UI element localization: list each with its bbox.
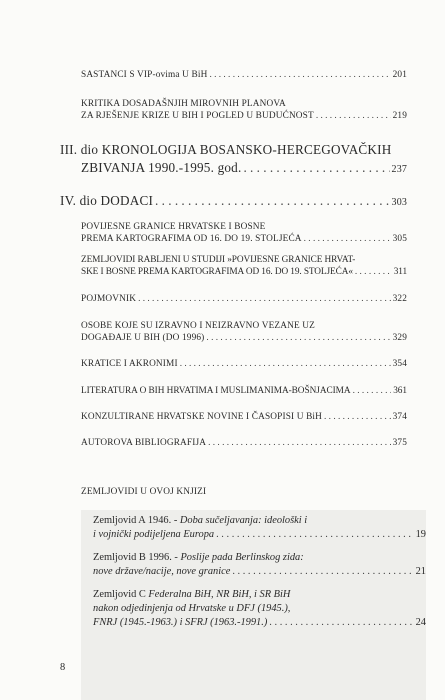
toc-entry-page: 374 bbox=[392, 412, 407, 422]
leader-dots bbox=[208, 438, 390, 448]
toc-entry-title: SASTANCI S VIP-ovima U BiH bbox=[81, 70, 208, 80]
leader-dots bbox=[216, 529, 414, 540]
leader-dots bbox=[206, 333, 390, 343]
leader-dots bbox=[324, 412, 391, 422]
toc-entry-page: 201 bbox=[392, 70, 407, 80]
toc-entry-kratice bbox=[81, 359, 407, 369]
toc-entry-title: DOGAĐAJE U BIH (DO 1996) bbox=[81, 333, 205, 343]
toc-entry-page: 305 bbox=[392, 234, 407, 244]
map-c-prefix: Zemljovid C bbox=[93, 589, 149, 600]
leader-dots bbox=[209, 70, 390, 80]
toc-entry-title: PREMA KARTOGRAFIMA OD 16. DO 19. STOLJEĆA bbox=[81, 234, 302, 244]
toc-entry-kritika-line1: KRITIKA DOSADAŠNJIH MIROVNIH PLANOVA bbox=[81, 99, 286, 109]
toc-entry-kritika bbox=[81, 111, 407, 121]
toc-entry-title: ZBIVANJA 1990.-1995. god. bbox=[81, 160, 242, 175]
leader-dots bbox=[243, 160, 389, 176]
map-a-title: Doba sučeljavanja: ideološki i bbox=[179, 515, 308, 526]
toc-entry-granice-line1: POVIJESNE GRANICE HRVATSKE I BOSNE bbox=[81, 222, 266, 232]
map-c-page: 24 bbox=[415, 617, 426, 628]
toc-entry-title: SKE I BOSNE PREMA KARTOGRAFIMA OD 16. DO 19. STOLJEĆA« bbox=[81, 267, 353, 277]
toc-part-iii-line1: III. dio KRONOLOGIJA BOSANSKO-HERCEGOVAČKIH bbox=[60, 142, 392, 157]
toc-entry-title: LITERATURA O BIH HRVATIMA I MUSLIMANIMA-BOŠNJACIMA bbox=[81, 386, 351, 396]
map-b bbox=[93, 566, 426, 577]
map-b-title: Poslije pada Berlinskog zida: bbox=[180, 552, 304, 563]
map-c-line2 bbox=[93, 603, 290, 614]
map-a-page: 19 bbox=[415, 529, 426, 540]
leader-dots bbox=[269, 617, 413, 628]
leader-dots bbox=[355, 267, 392, 277]
map-c-line1 bbox=[93, 589, 290, 600]
toc-entry-page: 375 bbox=[392, 438, 407, 448]
toc-entry-page: 311 bbox=[393, 267, 407, 277]
toc-entry-title: ZA RJEŠENJE KRIZE U BIH I POGLED U BUDUĆNOST bbox=[81, 111, 314, 121]
map-b-prefix: Zemljovid B 1996. - bbox=[93, 552, 181, 563]
toc-entry-bibliografija bbox=[81, 438, 407, 448]
toc-entry-page: 237 bbox=[391, 164, 407, 175]
toc-entry-granice bbox=[81, 234, 407, 244]
leader-dots bbox=[138, 294, 391, 304]
toc-part-iii bbox=[81, 160, 407, 176]
toc-entry-pojmovnik bbox=[81, 294, 407, 304]
leader-dots bbox=[316, 111, 391, 121]
map-c bbox=[93, 617, 426, 628]
toc-entry-title: KONZULTIRANE HRVATSKE NOVINE I ČASOPISI U BiH bbox=[81, 412, 323, 422]
leader-dots bbox=[353, 386, 392, 396]
leader-dots bbox=[155, 193, 390, 209]
toc-entry-osobe bbox=[81, 333, 407, 343]
map-a-title-cont: i vojnički podijeljena Europa bbox=[93, 529, 215, 540]
toc-entry-sastanci bbox=[81, 70, 407, 80]
toc-entry-zemljovidi bbox=[81, 267, 407, 277]
map-c-title-cont2: FNRJ (1945.-1963.) i SFRJ (1963.-1991.) bbox=[93, 617, 268, 628]
toc-entry-literatura bbox=[81, 386, 407, 396]
toc-entry-page: 329 bbox=[392, 333, 407, 343]
toc-entry-page: 303 bbox=[391, 197, 407, 208]
map-a bbox=[93, 529, 426, 540]
leader-dots bbox=[180, 359, 391, 369]
toc-entry-title: POJMOVNIK bbox=[81, 294, 137, 304]
toc-entry-novine bbox=[81, 412, 407, 422]
toc-entry-page: 354 bbox=[392, 359, 407, 369]
leader-dots bbox=[232, 566, 413, 577]
map-b-title-cont: nove države/nacije, nove granice bbox=[93, 566, 231, 577]
leader-dots bbox=[304, 234, 391, 244]
toc-entry-title: KRATICE I AKRONIMI bbox=[81, 359, 178, 369]
toc-entry-title: IV. dio DODACI bbox=[60, 193, 154, 208]
map-c-title-cont: nakon odjedinjenja od Hrvatske u DFJ (1945.), bbox=[93, 603, 291, 614]
map-b-page: 21 bbox=[415, 566, 426, 577]
toc-part-iv bbox=[60, 193, 407, 209]
map-a-line1 bbox=[93, 515, 307, 526]
map-c-title: Federalna BiH, NR BiH, i SR BiH bbox=[148, 589, 291, 600]
page-number: 8 bbox=[60, 662, 66, 673]
toc-entry-page: 322 bbox=[392, 294, 407, 304]
toc-entry-page: 361 bbox=[393, 386, 407, 396]
map-b-line1 bbox=[93, 552, 304, 563]
maps-heading: ZEMLJOVIDI U OVOJ KNJIZI bbox=[81, 487, 207, 497]
map-a-prefix: Zemljovid A 1946. - bbox=[93, 515, 180, 526]
toc-entry-osobe-line1: OSOBE KOJE SU IZRAVNO I NEIZRAVNO VEZANE UZ bbox=[81, 321, 315, 331]
toc-entry-page: 219 bbox=[392, 111, 407, 121]
toc-entry-title: AUTOROVA BIBLIOGRAFIJA bbox=[81, 438, 207, 448]
toc-entry-zemljovidi-line1: ZEMLJOVIDI RABLJENI U STUDIJI »POVIJESNE GRANICE HRVAT- bbox=[81, 255, 356, 265]
